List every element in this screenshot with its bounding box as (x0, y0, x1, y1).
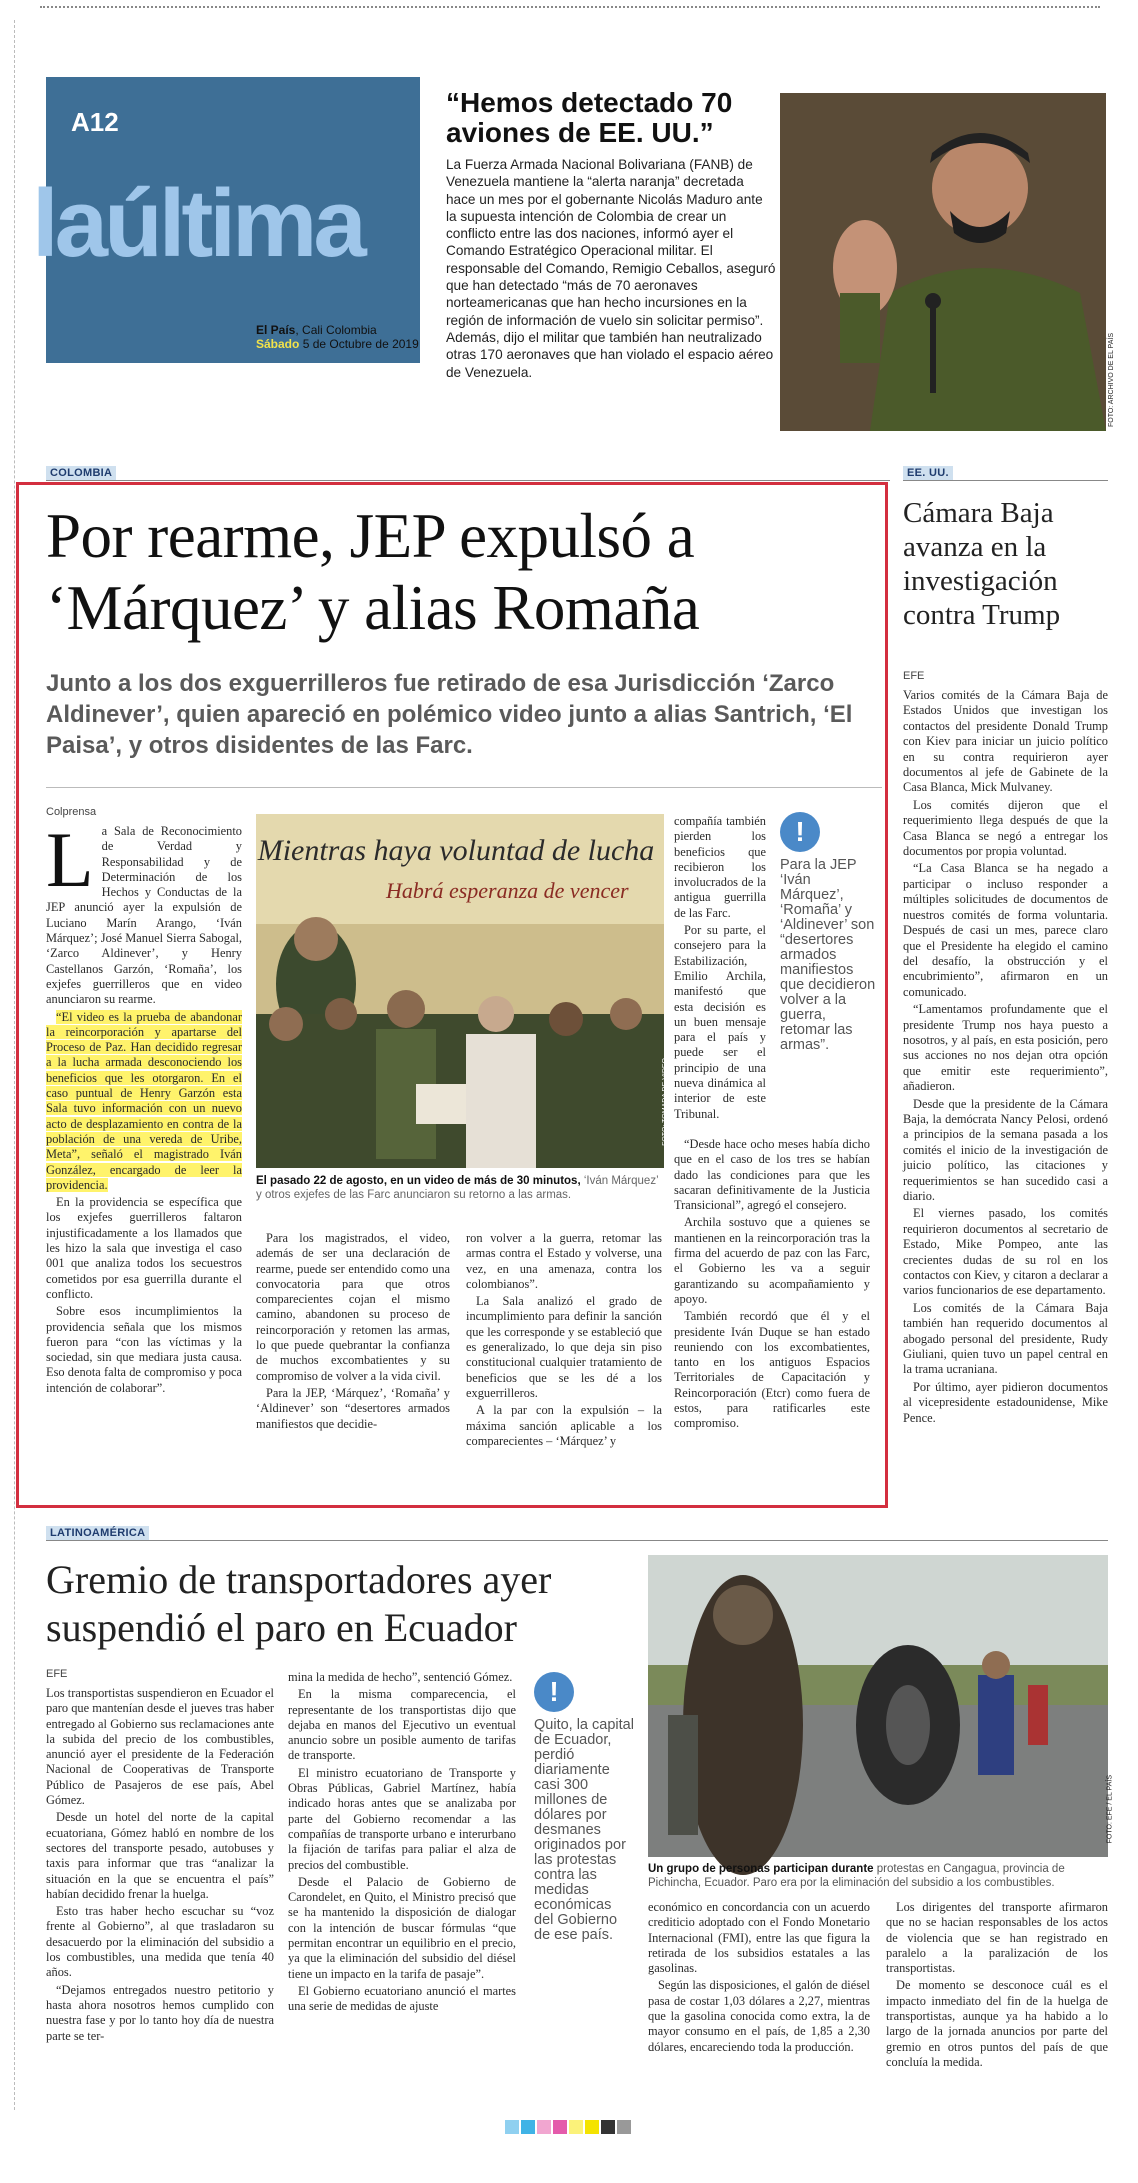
latam-col2-p2: En la misma comparecencia, el representante de los transportistas dijo que dejaba en manos del Ejecutivo un eventual anuncio sobre un posible aumento de tarifas de transporte. (288, 1687, 516, 1763)
masthead-box (32, 77, 420, 363)
main-caption-bold: El pasado 22 de agosto, en un video de más de 30 minutos, (256, 1175, 581, 1187)
main-story-tag: COLOMBIA (46, 466, 116, 480)
swatch-yellow-light (569, 2120, 583, 2134)
protest-illustration (648, 1555, 1108, 1857)
latam-col-4 (648, 1900, 870, 2057)
latam-caption-bold: Un grupo de personas participan durante (648, 1863, 874, 1875)
main-col2-p2: Para la JEP, ‘Márquez’, ‘Romaña’ y ‘Aldinever’ son “desertores armados manifiestos que decidie- (256, 1385, 450, 1431)
main-col1-intro: a Sala de Reconocimiento de Verdad y Responsabilidad y de Determinación de los Hechos y Conductas de la JEP anunció ayer la expulsión de Luciano Marín Arango, ‘Iván Márquez’; José Manuel Sierra Sabogal, ‘Zarco Aldinever’, y Henry Castellanos Garzón, ‘Romaña’, los exjefes guerrilleros que en video anunciaron su rearme. (46, 824, 242, 1007)
latam-photo (648, 1555, 1113, 1857)
main-col-3 (466, 1231, 662, 1451)
side-p7: Los comités de la Cámara Baja también han requerido documentos al abogado personal del presidente, Rudy Giuliani, quien tuvo un papel central en la trama ucraniana. (903, 1300, 1108, 1377)
top-story-headline: “Hemos detectado 70 aviones de EE. UU.” (446, 87, 733, 148)
main-col1-highlight: “El video es la prueba de abandonar la reincorporación y apartarse del Proceso de Paz. Han decidido regresar a la lucha armada desconociendo los beneficios que les otorgaron. En el caso puntual de Henry Garzón esta Sala tuvo información con un nuevo acto de desplazamiento en contra de la población de una vereda de Uribe, Meta”, señaló el magistrado Iván González, encargado de leer la providencia. (46, 1009, 242, 1192)
side-p5: Desde que la presidente de la Cámara Baja, la demócrata Nancy Pelosi, ordenó a principios de la semana pasada a los comités el inicio de la investigación de juicio político, las citaciones y requerimientos se han sucedido casi a diario. (903, 1096, 1108, 1203)
main-col3-p1: ron volver a la guerra, retomar las armas contra el Estado y volverse, una vez, en una amenaza, contra los colombianos”. (466, 1231, 662, 1291)
main-col1-p4: Sobre esos incumplimientos la providencia señala que los mismos fueron para “con las víctimas y la sociedad, sin que mediara justa causa. Eso denota falta de compromiso y poca intención de colaborar”. (46, 1304, 242, 1395)
section-logo: laúltima (32, 170, 363, 277)
masthead-date: 5 de Octubre de 2019 (302, 337, 419, 351)
main-col-2 (256, 1231, 450, 1434)
latam-col5-p2: De momento se desconoce cuál es el impacto inmediato del fin de la huelga de transportistas, aunque ya ha habido a lo largo de la jornada anuncios por parte del gremio en otros puntos del país de que concluía la medida. (886, 1978, 1108, 2069)
swatch-cyan (521, 2120, 535, 2134)
latam-col2-p5: El Gobierno ecuatoriano anunció el martes una serie de medidas de ajuste (288, 1983, 516, 2014)
main-col4-p4: Archila sostuvo que a quienes se mantienen en la reincorporación tras la firma del acuerdo de paz con las Farc, el Gobierno les va a seguir garantizando su acompañamiento y apoyo. (674, 1215, 870, 1306)
latam-col2-p4: Desde el Palacio de Gobierno de Carondelet, en Quito, el Ministro precisó que se ha mantenido la disposición de dialogar con la intención de buscar fórmulas “que permitan encontrar un equilibrio en el precio, ya que la eliminación del subsidio del diésel tiene un impacto en la tarifa de pasaje”. (288, 1874, 516, 1981)
side-story-tag: EE. UU. (903, 466, 953, 480)
side-p8: Por último, ayer pidieron documentos al vicepresidente estadounidense, Mike Pence. (903, 1379, 1108, 1425)
latam-photo-caption (648, 1862, 1108, 1890)
main-dropcap: L (46, 816, 94, 903)
latam-col1-p2: Desde un hotel del norte de la capital ecuatoriana, Gómez habló en nombre de los sectores del transporte pesado, autobuses y taxis para informar que tras “analizar la situación en la que se encuentra el país” habían decidido frenar la huelga. (46, 1810, 274, 1901)
latam-col-1 (46, 1686, 274, 2046)
latam-sidebox-icon: ! (534, 1672, 574, 1712)
latam-col-5 (886, 1900, 1108, 2072)
main-story-rule (46, 480, 890, 481)
side-p6: El viernes pasado, los comités requirieron documentos al secretario de Estado, Mike Pompeo, ante las crecientes dudas de su rol en los contactos con Kiev, y citaron a declarar a varios funcionarios de ese departamento. (903, 1206, 1108, 1298)
photo-banner-1: Mientras haya voluntad de lucha (257, 834, 655, 867)
main-col1-p3: En la providencia se específica que los exjefes guerrilleros faltaron injustificadamente a los llamados que les hizo la sala que investiga el caso 001 que analiza todos los secuestros cometidos por esa guerrilla durante el conflicto. (46, 1195, 242, 1301)
top-dotted-border (40, 6, 1100, 8)
subhead-rule (46, 787, 882, 788)
main-col-4-bottom (674, 1137, 870, 1434)
latam-col5-p1: Los dirigentes del transporte afirmaron que no se hacian responsables de los actos de violencia que se han registrado en paralelo a la paralización de los transportistas. (886, 1900, 1108, 1976)
swatch-magenta (553, 2120, 567, 2134)
latam-col1-p3: Esto tras haber hecho escuchar su “voz frente al Gobierno”, al que trasladaron su desacuerdo por la eliminación del subsidio a los combustibles, una medida que tenía 40 años. (46, 1904, 274, 1980)
masthead-paper: El País (256, 323, 296, 337)
latam-col1-p1: Los transportistas suspendieron en Ecuador el paro que mantenían desde el jueves tras haber entregado al Gobierno sus reclamaciones ante la subida del precio de los combustibles, anunció ayer el presidente de la Federación Nacional de Cooperativas de Transporte Público de Pasajeros de ese país, Abel Gómez. (46, 1686, 274, 1808)
top-story-body: La Fuerza Armada Nacional Bolivariana (FANB) de Venezuela mantiene la “alerta naranja” decretada hace un mes por el gobernante Nicolás Maduro ante la supuesta intención de Colombia de crear un conflicto entre las dos naciones, informó ayer el Comando Estratégico Operacional militar. El responsable del Comando, Remigio Ceballos, aseguró que han detectado “más de 70 aeronaves norteamericanas que han hecho incursiones en la región de información de vuelo sin solicitar permiso”. Además, dijo el militar que también han neutralizado otras 170 aeronaves que han violado el espacio aéreo de Venezuela. (446, 157, 776, 380)
latam-caption-rest: protestas en Cangagua, provincia de Pichincha, Ecuador. Paro era por la eliminación del subsidio a los combustibles. (648, 1863, 1065, 1889)
latam-col1-p4: “Dejamos entregados nuestro petitorio y hasta ahora nosotros hemos cumplido con nuestra fase y por lo tanto hoy día de nuestra parte se ter- (46, 1982, 274, 2043)
side-p4: “Lamentamos profundamente que el presidente Trump nos haya puesto a nosotros, y al país, en esta posición, pero sus acciones no nos dejan otra opción que emitir este requerimiento”, añadieron. (903, 1002, 1108, 1094)
latam-col2-p1: mina la medida de hecho”, sentenció Gómez. (288, 1670, 513, 1684)
main-col4-p2: Por su parte, el consejero para la Estabilización, Emilio Archila, manifestó que esta decisión es un buen mensaje para el país y puede ser el principio de una nueva dinámica al interior de este Tribunal. (674, 923, 766, 1121)
main-col2-p1: Para los magistrados, el video, además de ser una declaración de rearme, puede ser entendido como una convocatoria para que otros comparecientes cojan el mismo camino, abandonen su proceso de reincorporación y retomen las armas, lo que puede quebrantar la confianza de muchos excombatientes y su compromiso de volver a la vida civil. (256, 1231, 450, 1383)
latam-story-source: EFE (46, 1668, 68, 1680)
photo-banner-2: Habrá esperanza de vencer (386, 878, 629, 903)
main-col4-p3: “Desde hace ocho meses había dicho que en el caso de los tres se habían dado las condiciones para que les sacaran definitivamente de la Justicia Transicional”, agregó el consejero. (674, 1137, 870, 1213)
side-story-source: EFE (903, 670, 925, 682)
swatch-yellow (585, 2120, 599, 2134)
main-col4-p5: También recordó que él y el presidente Iván Duque se han estado reuniendo con los excombatientes, tanto en los antiguos Espacios Territoriales de Capacitación y Reincorporación (Etcr) como fuera de estos, para ratificarles este compromiso. (674, 1309, 870, 1431)
side-p1: Varios comités de la Cámara Baja de Estados Unidos que investigan los contactos del presidente Donald Trump con Kiev para iniciar un juicio político en su contra requirieron ayer documentos al jefe de Gabinete de la Casa Blanca, Mick Mulvaney. (903, 688, 1108, 795)
main-photo-caption (256, 1174, 666, 1202)
left-scan-edge (14, 20, 15, 2110)
latam-col-2 (288, 1670, 516, 2017)
swatch-gray (617, 2120, 631, 2134)
masthead-day: Sábado (256, 337, 300, 351)
latam-story-rule (46, 1540, 1108, 1541)
latam-col4-p1: económico en concordancia con un acuerdo crediticio adoptado con el Fondo Monetario Internacional (FMI), entre las que figura la retirada de los subsidios estatales a las gasolinas. (648, 1900, 870, 1976)
main-col3-p3: A la par con la expulsión – la máxima sanción aplicable a los comparecientes – ‘Márquez’ y (466, 1403, 662, 1448)
side-story-headline: Cámara Baja avanza en la investigación contra Trump (903, 497, 1061, 631)
maduro-photo (780, 93, 1115, 431)
latam-col2-p3: El ministro ecuatoriano de Transporte y Obras Públicas, Gabriel Martínez, había indicado horas antes que se analizaba por parte del Gobierno recomendar a las compañías de transporte urbano e interurbano la fijación de tarifas para paliar el alza de precios del combustible. (288, 1765, 516, 1872)
latam-story-headline: Gremio de transportadores ayer suspendió el paro en Ecuador (46, 1557, 552, 1650)
maduro-illustration (780, 93, 1106, 431)
masthead-city: Cali Colombia (302, 323, 377, 337)
main-story-subhead: Junto a los dos exguerrilleros fue retirado de esa Jurisdicción ‘Zarco Aldinever’, quien apareció en polémico video junto a alias Santrich, ‘El Paisa’, y otros disidentes de las Farc. (46, 670, 853, 759)
main-story-headline: Por rearme, JEP expulsó a ‘Márquez’ y alias Romaña (46, 501, 700, 643)
side-p2: Los comités dijeron que el requerimiento llega después de que la Casa Blanca se negó a entregar los documentos por propia voluntad. (903, 797, 1108, 859)
swatch-cyan-light (505, 2120, 519, 2134)
top-photo-credit: FOTO: ARCHIVO DE EL PAÍS (1108, 333, 1115, 428)
side-p3: “La Casa Blanca se ha negado a participar o incluso responder a múltiples solicitudes de documentos de nuestros comités de forma voluntaria. Después de casi un mes, parece claro que el Presidente ha elegido el camino del desafío, la obstrucción y el encubrimiento”, afirmaron en un comunicado. (903, 861, 1108, 999)
swatch-magenta-light (537, 2120, 551, 2134)
color-calibration-strip (505, 2120, 631, 2134)
main-col-1 (46, 816, 242, 1398)
main-sidebox-text: Para la JEP ‘Iván Márquez’, ‘Romaña’ y ‘Aldinever’ son “desertores armados manifiestos que decidieron volver a la guerra, retomar las armas”. (780, 857, 876, 1053)
masthead-dateline: El País, Cali Colombia Sábado 5 de Octubre de 2019 (256, 323, 419, 351)
main-photo-credit: FOTO: TOMADA DE VIDEO (662, 1058, 669, 1146)
side-story-body (903, 688, 1108, 1428)
main-sidebox-icon: ! (780, 812, 820, 852)
main-photo (256, 814, 669, 1168)
latam-sidebox-text: Quito, la capital de Ecuador, perdió diariamente casi 300 millones de dólares por desmanes originados por las protestas contra las medidas económicas del Gobierno de ese país. (534, 1717, 634, 1943)
latam-story-tag: LATINOAMÉRICA (46, 1526, 149, 1540)
side-story-rule (903, 480, 1108, 481)
main-col3-p2: La Sala analizó el grado de incumplimiento para definir la sanción que les corresponde y se estableció que es generalizado, lo que deja sin piso constitucional cualquier tratamiento de beneficios que se les dé a los exguerrilleros. (466, 1294, 662, 1400)
main-col4-p1: compañía también pierden los beneficios que recibieron los involucrados de la antigua guerrilla de las Farc. (674, 814, 766, 920)
swatch-black (601, 2120, 615, 2134)
main-story-source: Colprensa (46, 806, 97, 818)
main-col-4 (674, 814, 766, 1124)
latam-col4-p2: Según las disposiciones, el galón de diésel pasa de costar 1,03 dólares a 2,27, mientras que la gasolina conocida como extra, la de mayor consumo en el país, de 1,85 a 2,30 dólares, encareciendo toda la producción. (648, 1978, 870, 2054)
latam-photo-credit: FOTO: EFE / EL PAÍS (1106, 1775, 1113, 1844)
page-number: A12 (71, 107, 119, 137)
main-caption-rest: ‘Iván Márquez’ y otros exjefes de las Farc anunciaron su retorno a las armas. (256, 1175, 659, 1201)
